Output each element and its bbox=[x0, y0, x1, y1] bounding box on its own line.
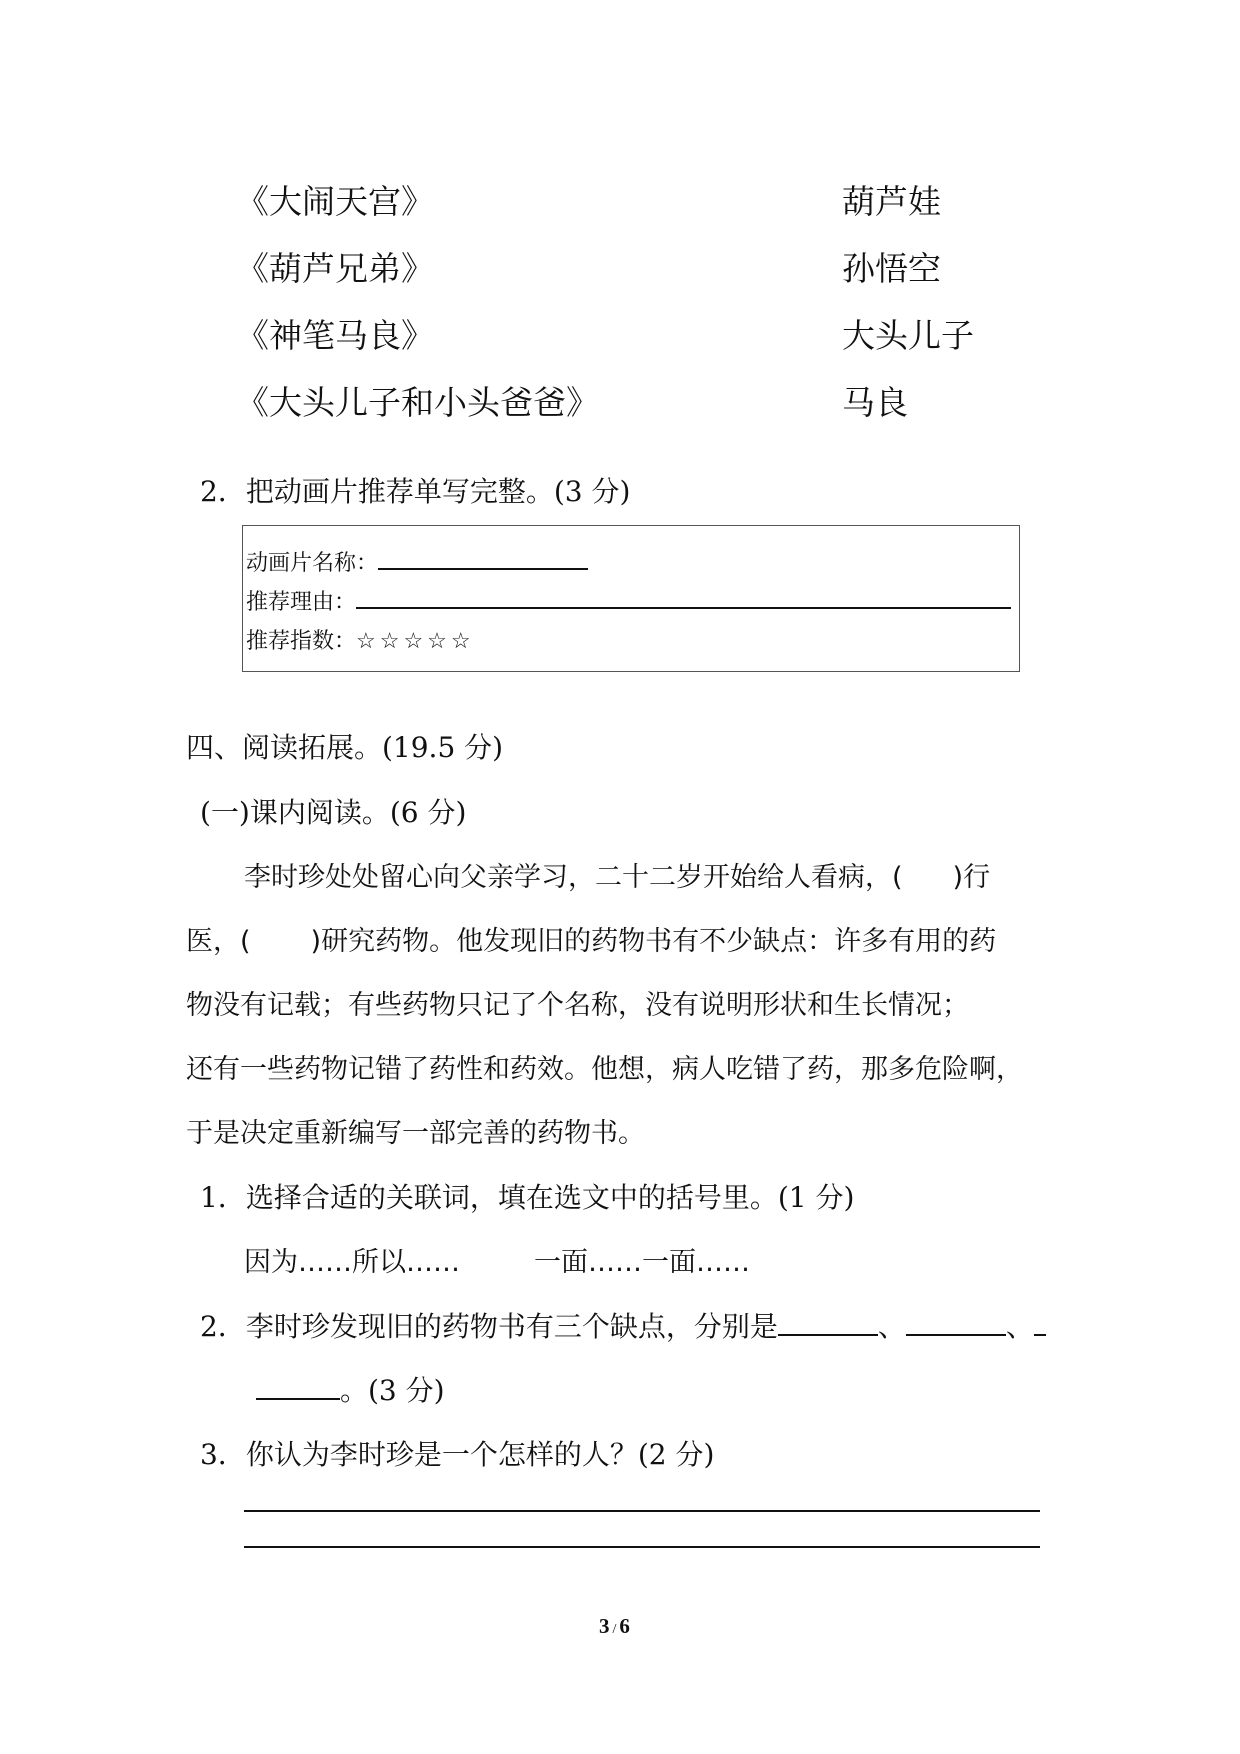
match-right-2: 孙悟空 bbox=[842, 249, 941, 288]
question-text: 。(3 分) bbox=[340, 1374, 445, 1407]
passage-text: 李时珍处处留心向父亲学习，二十二岁开始给人看病，( bbox=[244, 862, 903, 893]
page-number bbox=[599, 1614, 630, 1639]
passage-line-2 bbox=[186, 919, 996, 958]
reading-question-2-cont bbox=[256, 1369, 445, 1409]
passage-text: 医，( bbox=[186, 926, 251, 957]
page-separator: / bbox=[612, 1622, 617, 1637]
passage-line-4: 还有一些药物记错了药性和药效。他想，病人吃错了药，那多危险啊， bbox=[186, 1054, 1023, 1085]
question-number: 2． bbox=[200, 1310, 246, 1343]
reading-question-3 bbox=[200, 1433, 714, 1473]
match-right-3: 大头儿子 bbox=[842, 316, 974, 355]
passage-text: )行 bbox=[952, 862, 991, 893]
question-number: 3． bbox=[200, 1438, 246, 1471]
question-text: 把动画片推荐单写完整。(3 分) bbox=[245, 475, 631, 508]
subsection-heading: (一)课内阅读。(6 分) bbox=[200, 796, 467, 829]
page-total: 6 bbox=[619, 1614, 630, 1638]
card-reason-row bbox=[246, 585, 1011, 616]
answer-line-1[interactable] bbox=[244, 1510, 1040, 1512]
page-current: 3 bbox=[599, 1614, 610, 1638]
question-text: 你认为李时珍是一个怎样的人？(2 分) bbox=[245, 1438, 715, 1471]
conjunction-option-2: 一面……一面…… bbox=[534, 1247, 750, 1278]
passage-line-3: 物没有记载；有些药物只记了个名称，没有说明形状和生长情况； bbox=[186, 990, 969, 1021]
answer-blank-3b[interactable] bbox=[256, 1376, 340, 1400]
card-name-row bbox=[246, 546, 588, 577]
separator: 、 bbox=[1005, 1310, 1034, 1343]
recommendation-card bbox=[242, 525, 1020, 672]
answer-line-2[interactable] bbox=[244, 1546, 1040, 1548]
question-number: 2． bbox=[200, 475, 246, 508]
card-reason-blank[interactable] bbox=[356, 587, 1011, 609]
card-name-label: 动画片名称： bbox=[246, 551, 379, 576]
answer-blank-1[interactable] bbox=[778, 1312, 878, 1336]
passage-text: )研究药物。他发现旧的药物书有不少缺点：许多有用的药 bbox=[310, 926, 997, 957]
card-name-blank[interactable] bbox=[378, 548, 588, 570]
question-2-recommend bbox=[200, 470, 630, 510]
match-right-1: 葫芦娃 bbox=[842, 182, 941, 221]
card-rating-label: 推荐指数： bbox=[246, 629, 357, 654]
separator: 、 bbox=[877, 1310, 906, 1343]
reading-question-1 bbox=[200, 1176, 854, 1216]
rating-stars[interactable]: ☆☆☆☆☆ bbox=[356, 629, 475, 654]
passage-line-1 bbox=[244, 855, 990, 894]
match-left-2: 《葫芦兄弟》 bbox=[236, 249, 434, 288]
section-heading: 四、阅读拓展。(19.5 分) bbox=[186, 731, 504, 764]
conjunction-option-1: 因为……所以…… bbox=[244, 1247, 460, 1278]
question-number: 1． bbox=[200, 1181, 246, 1214]
match-left-1: 《大闹天宫》 bbox=[236, 182, 434, 221]
match-right-4: 马良 bbox=[842, 383, 908, 422]
answer-blank-3a[interactable] bbox=[1034, 1312, 1046, 1336]
answer-blank-2[interactable] bbox=[906, 1312, 1006, 1336]
card-reason-label: 推荐理由： bbox=[246, 590, 357, 615]
card-rating-row bbox=[246, 624, 475, 655]
question-text: 李时珍发现旧的药物书有三个缺点，分别是 bbox=[245, 1310, 778, 1343]
match-left-3: 《神笔马良》 bbox=[236, 316, 434, 355]
reading-question-2 bbox=[200, 1305, 1046, 1345]
passage-line-5: 于是决定重新编写一部完善的药物书。 bbox=[186, 1118, 645, 1149]
match-left-4: 《大头儿子和小头爸爸》 bbox=[236, 383, 599, 422]
question-text: 选择合适的关联词，填在选文中的括号里。(1 分) bbox=[245, 1181, 855, 1214]
